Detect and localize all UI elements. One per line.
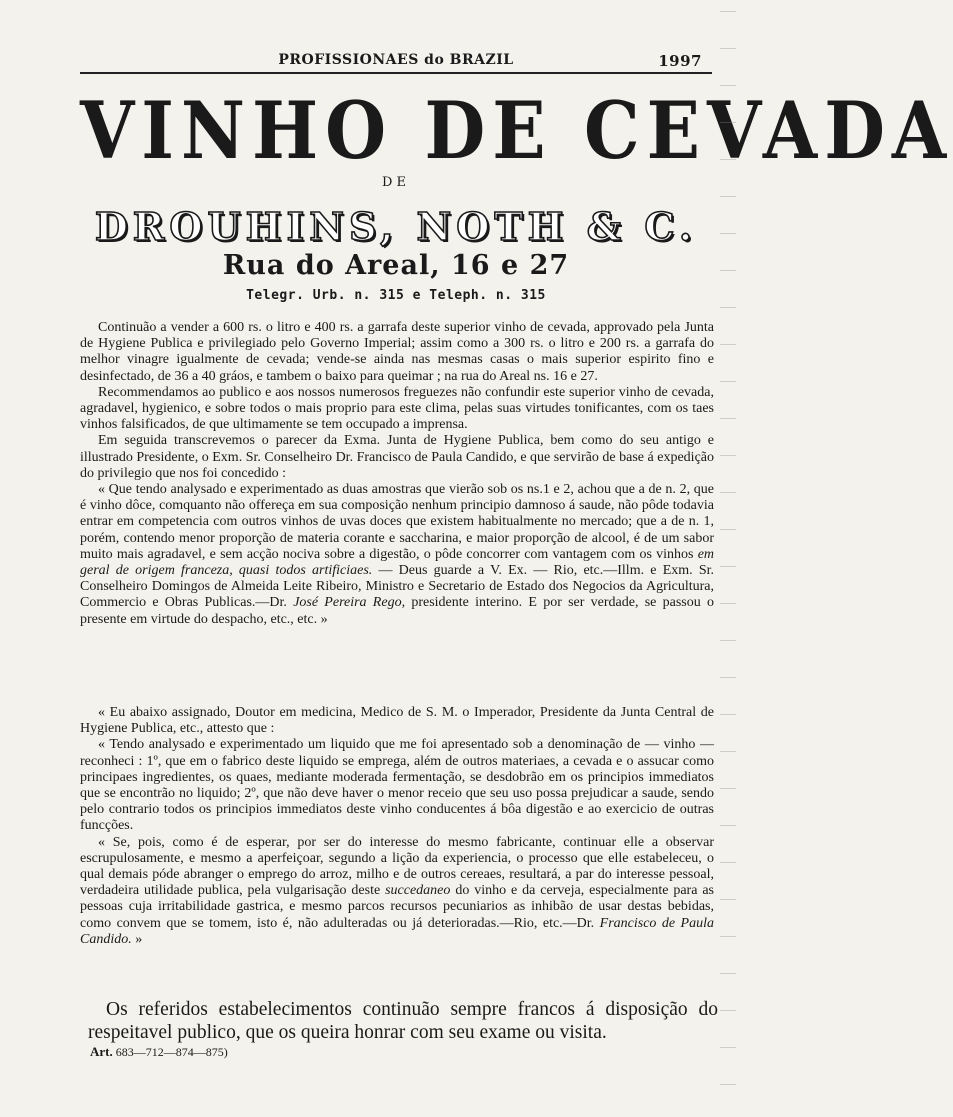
header-rule <box>80 72 712 74</box>
junta-quote <box>80 482 714 628</box>
conclusion-italic: succedaneo <box>385 883 451 899</box>
junta-quote-italic: em geral de origem franceza, quasi todos artificiaes. <box>80 546 715 579</box>
doctor-signature: Francisco de Paula Candido. <box>80 915 715 947</box>
conclusion-text-cont: do vinho e da cerveja, especialmente para as pessoas cuja irritabilidade gastrica, e mesmo parcos recursos pecuniarios as inhibão de usar destas bebidas, como convem que se tomem, isto é, não adulteradas ou já deterioradas.—Rio, etc.—Dr. <box>80 883 715 931</box>
closing-notice <box>88 998 718 1044</box>
junta-quote-text: « Que tendo analysado e experimentado as duas amostras que vierão sob os ns.1 e 2, achou que a de n. 2, que é vinho dôce, comquanto não offereça em sua composição nenhum principio damnoso á saude, não pôde todavia entrar em competencia com outros vinhos de uvas doces que existem habitualmente no mercado; que a de n. 1, porém, contendo menor proporção de materia corante e saccharina, e maior proporção de alcool, é de um sabor muito mais agradavel, e sem acção nociva sobre a digestão, o pôde concorrer com vantagem com os vinhos <box>80 482 714 562</box>
ad-title: VINHO DE CEVADA <box>80 84 953 177</box>
closing-text: Os referidos estabelecimentos continuão sempre francos á disposição do respeitavel publico, que os queira honrar com seu exame ou visita. <box>88 999 718 1043</box>
ad-body-first <box>80 320 714 628</box>
conclusion-end: » <box>135 931 143 947</box>
ad-body-second <box>80 705 714 948</box>
article-label: Art. <box>90 1044 113 1059</box>
article-reference <box>90 1044 228 1060</box>
page-number: 1997 <box>658 52 702 70</box>
attestation-analysis: « Tendo analysado e experimentado um liquido que me foi apresentado sob a denominação de — vinho — reconheci : 1º, que em o fabrico deste liquido se emprega, além de outros materiaes, a cevada e o assucar como principaes ingredientes, os quaes, mediante moderada fermentação, se desdobrão em os principios immediatos que se encontrão no liquido; 2º, que não deve haver o menor receio que seu uso possa prejudicar a saude, sendo pelo contrario todos os principios immediatos deste vinho conducentes á bôa digestão e ao exercicio de outras funcções. <box>80 737 714 834</box>
paragraph-recommend: Recommendamos ao publico e aos nossos numerosos freguezes não confundir este superior vinho de cevada, agradavel, hygienico, e sobre todos o mais proprio para este clima, pelas suas virtudes tonificantes, com os taes vinhos falsificados, de que ultimamente se tem occupado a imprensa. <box>80 384 714 433</box>
attestation-intro: « Eu abaixo assignado, Doutor em medicina, Medico de S. M. o Imperador, Presidente da Junta Central de Hygiene Publica, etc., attesto que : <box>80 705 714 737</box>
telegraph-line: Telegr. Urb. n. 315 e Teleph. n. 315 <box>246 288 546 303</box>
junta-quote-end: presidente interino. E por ser verdade, se passou o presente em virtude do despacho, etc., etc. » <box>80 595 715 627</box>
paragraph-sales: Continuão a vender a 600 rs. o litro e 400 rs. a garrafa deste superior vinho de cevada, approvado pela Junta de Hygiene Publica e privilegiado pelo Governo Imperial; assim como a 300 rs. o litro e 200 rs. a garrafa do melhor vinagre igualmente de cevada; vende-se ainda nas mesmas casas o mais superior espirito fino e desinfectado, de 36 a 40 gráos, e tambem o baixo para queimar ; na rua do Areal ns. 16 e 27. <box>80 320 714 384</box>
article-numbers: 683—712—874—875) <box>115 1045 228 1059</box>
junta-quote-closing: — Deus guarde a V. Ex. — Rio, etc.—Illm. e Exm. Sr. Conselheiro Domingos de Almeida Leite Ribeiro, Ministro e Secretario de Estado dos Negocios da Agricultura, Commercio e Obras Publicas.—Dr. <box>80 563 715 611</box>
attestation-conclusion <box>80 835 714 948</box>
company-address: Rua do Areal, 16 e 27 <box>222 250 570 281</box>
running-head-title: PROFISSIONAES do BRAZIL <box>278 52 514 68</box>
paragraph-transcribe: Em seguida transcrevemos o parecer da Exma. Junta de Hygiene Publica, bem como do seu antigo e illustrado Presidente, o Exm. Sr. Conselheiro Dr. Francisco de Paula Candido, e que servirão de base á expedição do privilegio que nos foi concedido : <box>80 433 714 481</box>
scan-edge <box>720 0 736 1117</box>
conclusion-text: « Se, pois, como é de esperar, por ser do interesse do mesmo fabricante, continuar elle a observar escrupulosamente, e mesmo a aperfeiçoar, segundo a lição da experiencia, o processo que elle estabeleceu, o qual demais póde abranger o emprego do arroz, milho e de outros cereaes, resultará, a par do interesse pessoal, verdadeira utilidade publica, pela vulgarisação deste <box>80 834 714 899</box>
ad-de: DE <box>382 175 410 190</box>
signatory-name: José Pereira Rego, <box>293 595 406 611</box>
company-name: DROUHINS, NOTH & C. <box>94 204 698 249</box>
